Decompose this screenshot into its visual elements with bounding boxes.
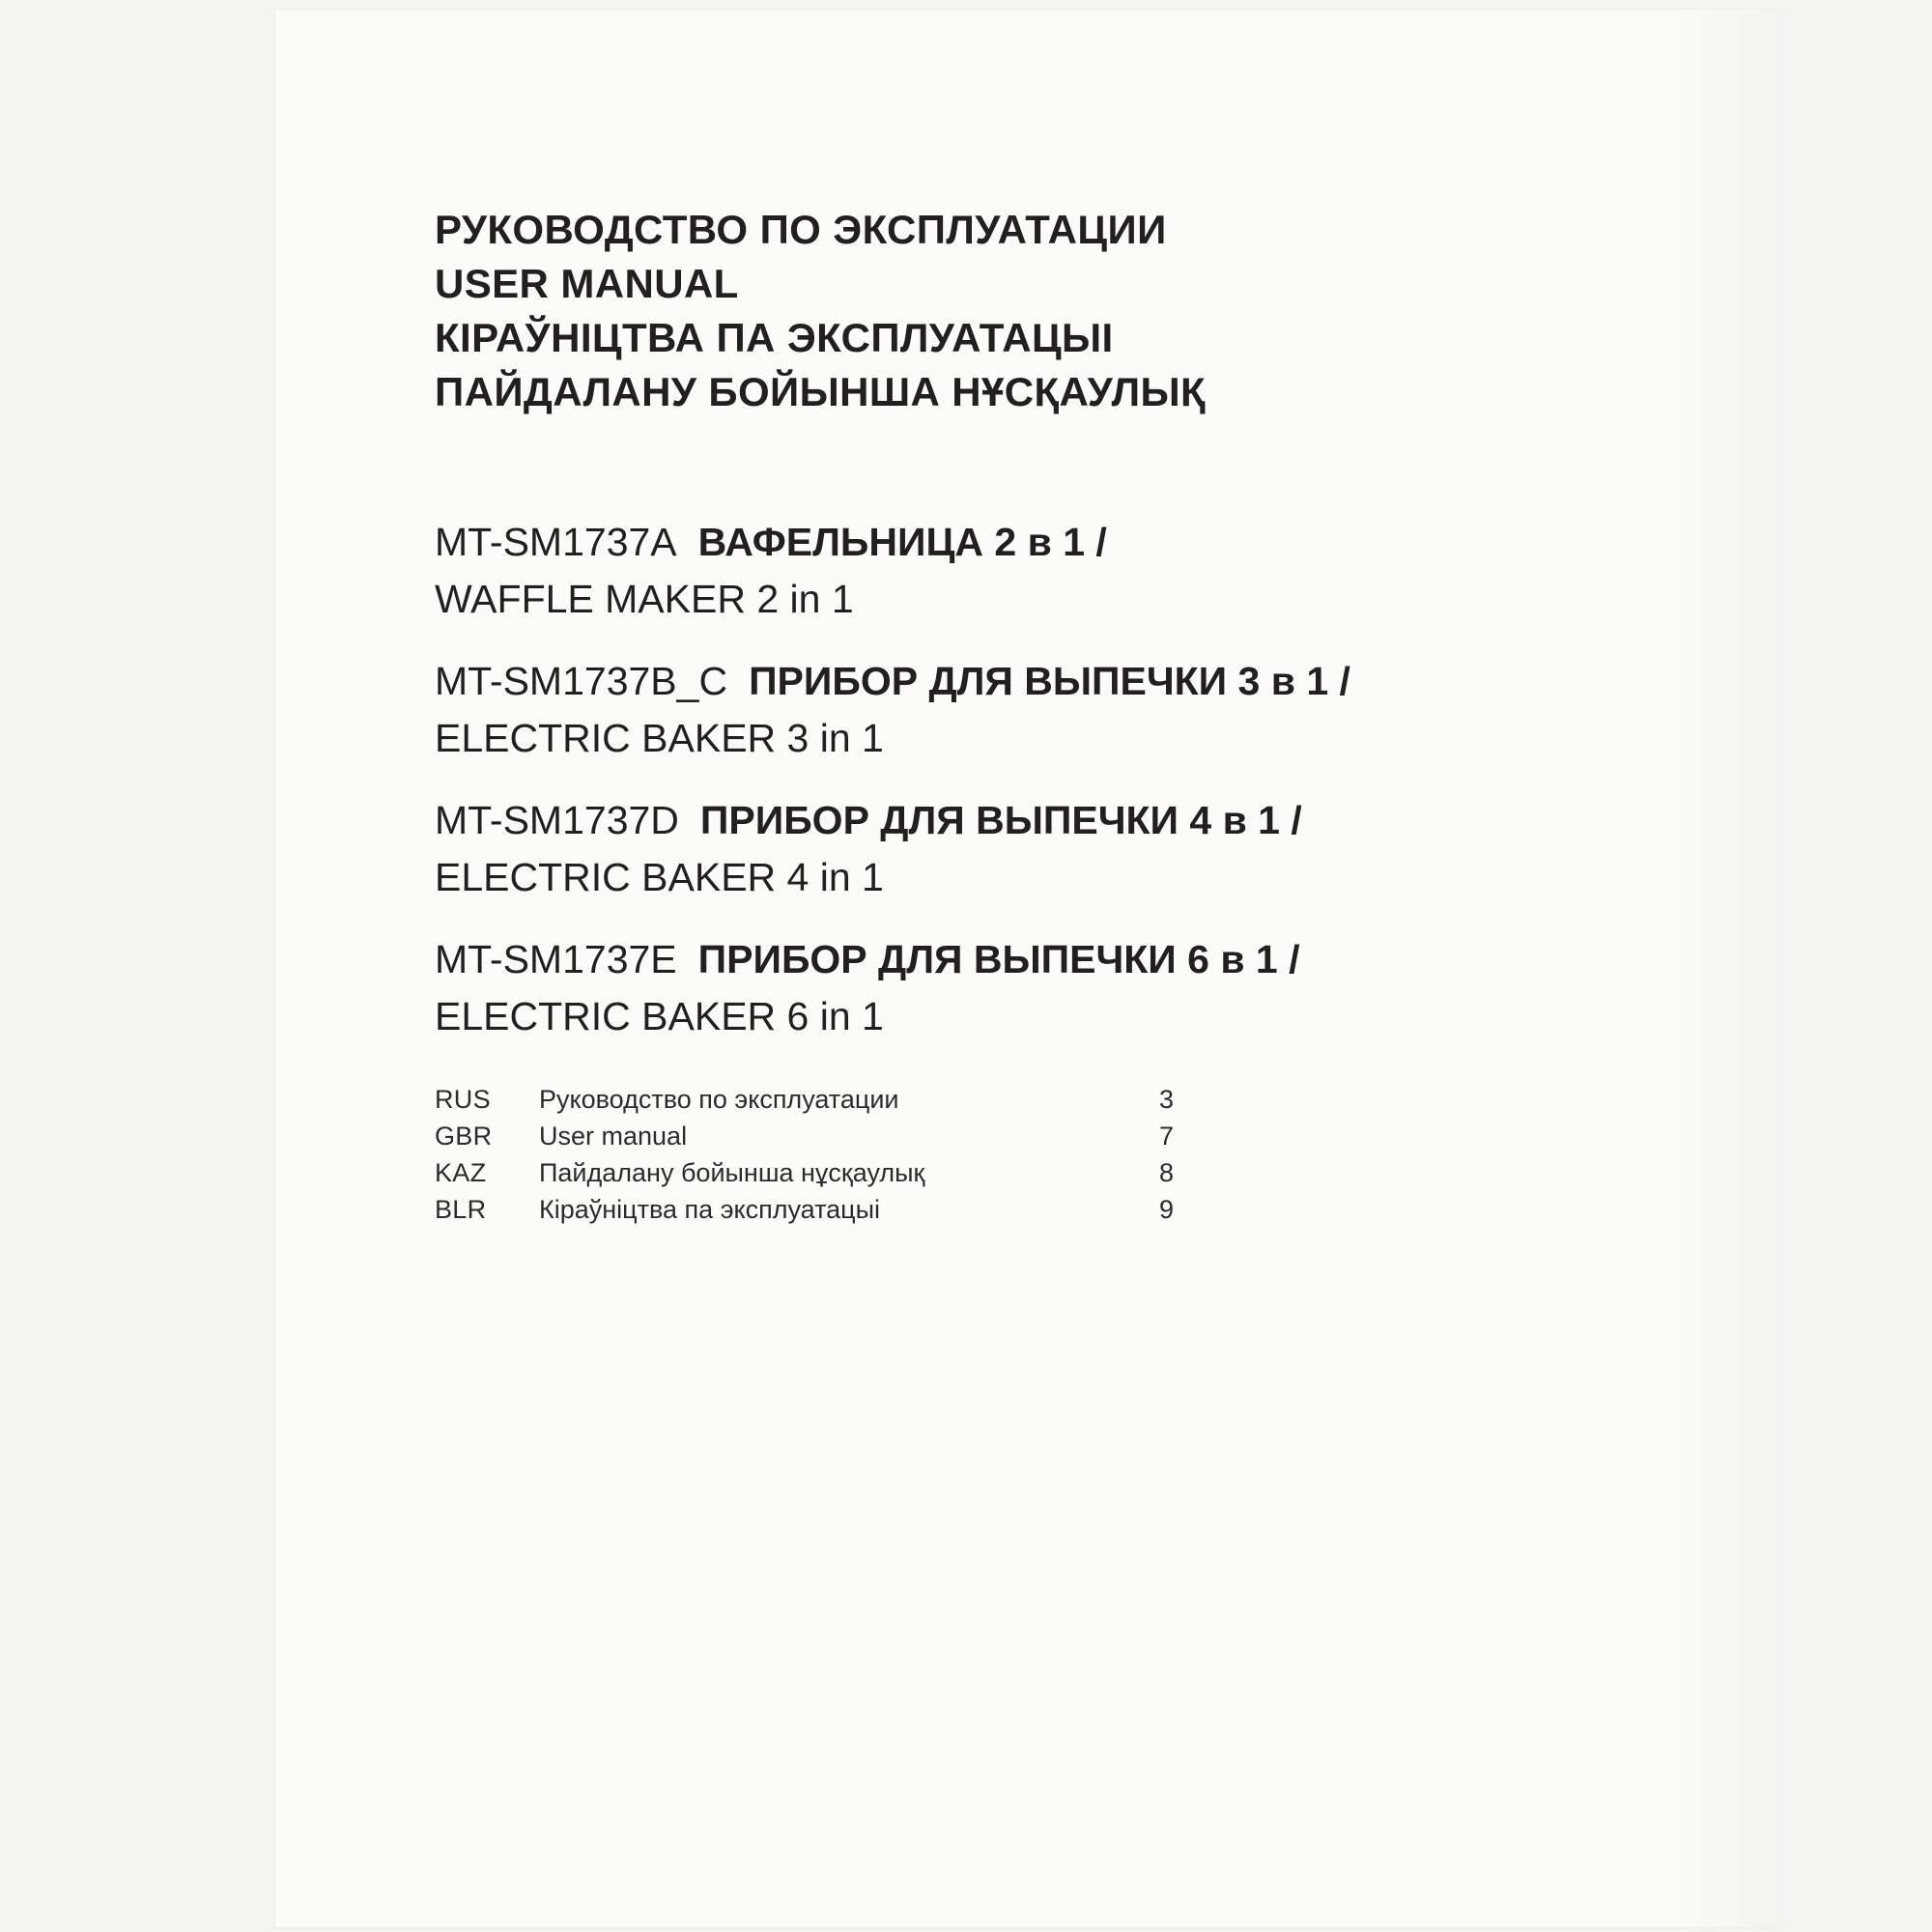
page-title-kaz: ПАЙДАЛАНУ БОЙЫНША НҰСҚАУЛЫҚ [435, 369, 1207, 414]
model-name-en: ELECTRIC BAKER 4 in 1 [435, 855, 884, 899]
toc-entry-title: Руководство по эксплуатации [539, 1085, 899, 1114]
toc-language-code: BLR [435, 1195, 487, 1224]
toc-page-number: 7 [1159, 1122, 1175, 1151]
toc-row [435, 1195, 1198, 1232]
model-entry [435, 653, 1642, 767]
toc-language-code: GBR [435, 1122, 493, 1151]
toc-page-number: 3 [1159, 1085, 1175, 1114]
toc-page-number: 8 [1159, 1158, 1175, 1187]
model-code: MT-SM1737E [435, 937, 677, 981]
toc-entry-title: Пайдалану бойынша нұсқаулық [539, 1158, 925, 1187]
toc-language-code: KAZ [435, 1158, 487, 1187]
model-line-primary [435, 931, 1642, 988]
model-name-en: ELECTRIC BAKER 3 in 1 [435, 716, 884, 760]
model-line-primary [435, 792, 1642, 849]
document-title-block [435, 203, 1642, 419]
page-title-ru: РУКОВОДСТВО ПО ЭКСПЛУАТАЦИИ [435, 207, 1167, 252]
cover-content [435, 203, 1642, 1070]
model-name-en: ELECTRIC BAKER 6 in 1 [435, 994, 884, 1038]
table-of-contents [435, 1085, 1198, 1232]
toc-entry-title: User manual [539, 1122, 688, 1151]
model-name-ru: ВАФЕЛЬНИЦА 2 в 1 / [697, 520, 1107, 564]
model-name-en: WAFFLE MAKER 2 in 1 [435, 577, 854, 621]
page-title-en: USER MANUAL [435, 261, 739, 306]
model-name-ru: ПРИБОР ДЛЯ ВЫПЕЧКИ 3 в 1 / [749, 659, 1350, 703]
model-line-primary [435, 514, 1642, 571]
toc-row [435, 1085, 1198, 1122]
toc-language-code: RUS [435, 1085, 491, 1114]
model-entry [435, 931, 1642, 1045]
model-code: MT-SM1737B_C [435, 659, 728, 703]
model-code: MT-SM1737A [435, 520, 677, 564]
toc-row [435, 1158, 1198, 1195]
model-line-primary [435, 653, 1642, 710]
model-name-ru: ПРИБОР ДЛЯ ВЫПЕЧКИ 4 в 1 / [699, 798, 1302, 842]
model-entry [435, 792, 1642, 906]
model-name-ru: ПРИБОР ДЛЯ ВЫПЕЧКИ 6 в 1 / [697, 937, 1300, 981]
toc-page-number: 9 [1159, 1195, 1175, 1224]
model-entry [435, 514, 1642, 628]
model-code: MT-SM1737D [435, 798, 679, 842]
manual-cover-page [275, 10, 1782, 1927]
page-title-blr: КІРАЎНІЦТВА ПА ЭКСПЛУАТАЦЫІ [435, 315, 1114, 360]
model-list [435, 514, 1642, 1045]
toc-entry-title: Кіраўніцтва па эксплуатацыі [539, 1195, 881, 1224]
toc-row [435, 1122, 1198, 1158]
